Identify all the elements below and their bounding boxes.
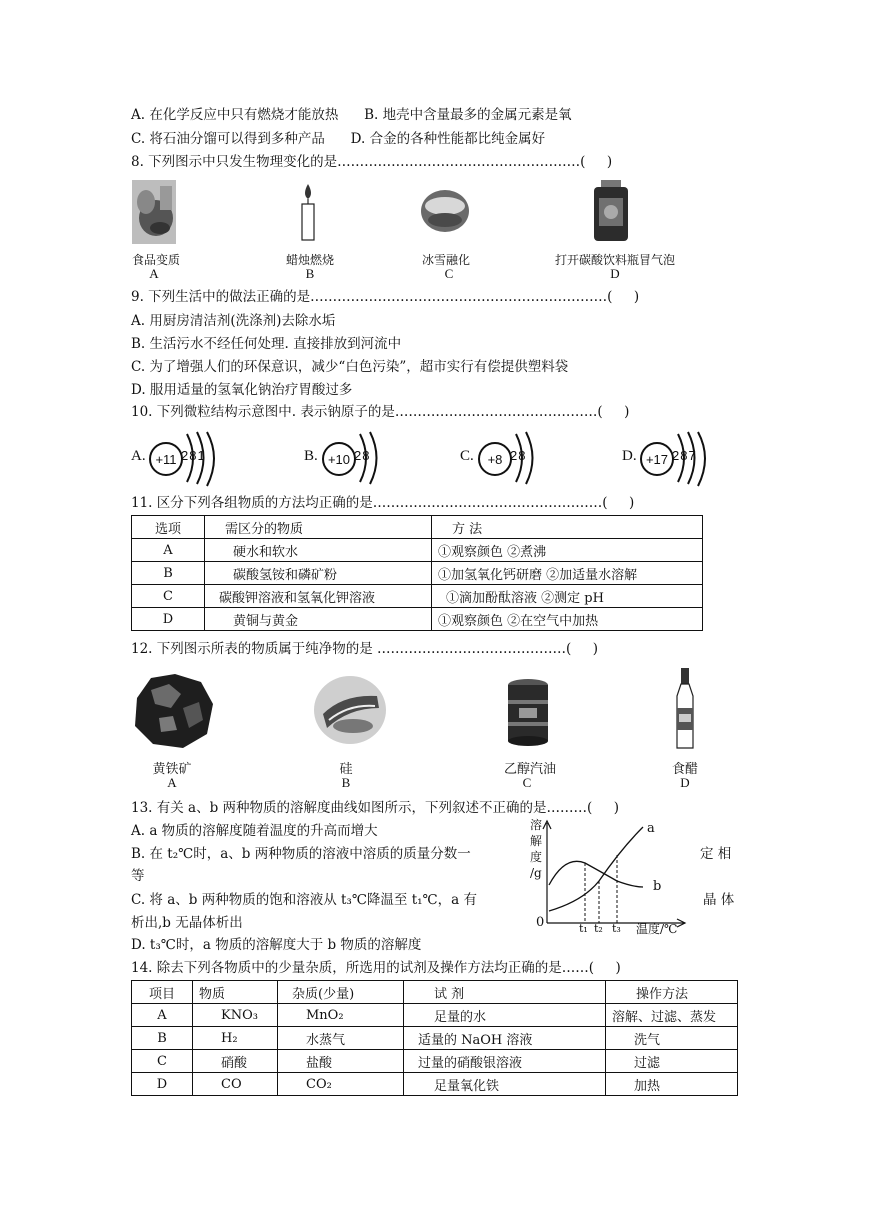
soda-can-image — [591, 180, 631, 242]
graph-tick-t3: t₃ — [612, 922, 621, 935]
table-cell: 适量的 NaOH 溶液 — [404, 1027, 606, 1050]
q11-table — [131, 515, 703, 631]
q13-option-b-right: 定 相 — [700, 846, 732, 862]
table-cell: 水蒸气 — [278, 1027, 404, 1050]
q12-letter-b: B — [341, 775, 351, 790]
q9-stem: 9. 下列生活中的做法正确的是…………………………………………………………( ) — [131, 289, 640, 305]
graph-y-label-1: 溶 — [530, 818, 543, 832]
table-cell: 加热 — [606, 1073, 738, 1096]
graph-tick-t2: t₂ — [594, 922, 603, 935]
graph-y-label-4: /g — [530, 866, 542, 880]
table-cell: A — [132, 539, 205, 562]
atom-diagram-b — [304, 430, 424, 490]
table-row — [132, 1027, 738, 1050]
table-cell: 硝酸 — [193, 1050, 278, 1073]
q13-option-c-right: 晶 体 — [703, 892, 735, 908]
table-cell: 碳酸氢铵和磷矿粉 — [205, 562, 432, 585]
table-header-cell: 物质 — [193, 981, 278, 1004]
q13-option-d: D. t₃℃时，a 物质的溶解度大于 b 物质的溶解度 — [131, 937, 422, 953]
table-cell: ①观察颜色 ②在空气中加热 — [432, 608, 703, 631]
q13-option-a: A. a 物质的溶解度随着温度的升高而增大 — [131, 823, 378, 839]
atom-shells-c: 28 — [510, 448, 527, 463]
q12-caption-a: 黄铁矿 — [152, 762, 192, 777]
table-header-row — [132, 516, 703, 539]
candle-image — [298, 182, 318, 242]
table-cell: B — [132, 1027, 193, 1050]
pyrite-image — [131, 668, 217, 752]
q8-letter-d: D — [610, 266, 620, 281]
q13-stem: 13. 有关 a、b 两种物质的溶解度曲线如图所示，下列叙述不正确的是………( ) — [131, 800, 620, 816]
table-cell: MnO₂ — [278, 1004, 404, 1027]
graph-y-label-2: 解 — [530, 834, 543, 848]
table-row — [132, 1004, 738, 1027]
table-cell: ①观察颜色 ②煮沸 — [432, 539, 703, 562]
table-cell: D — [132, 1073, 193, 1096]
q13-option-b-line1: B. 在 t₂℃时，a、b 两种物质的溶液中溶质的质量分数一 — [131, 846, 471, 862]
atom-nucleus-b: +10 — [322, 442, 356, 476]
q8-caption-a: 食品变质 — [131, 253, 180, 267]
q8-letter-a: A — [149, 266, 159, 281]
q8-stem: 8. 下列图示中只发生物理变化的是………………………………………………( ) — [131, 154, 613, 170]
q8-letter-c: C — [444, 266, 454, 281]
table-cell: KNO₃ — [193, 1004, 278, 1027]
atom-label-a: A. — [131, 448, 146, 464]
q9-option-c: C. 为了增强人们的环保意识，减少“白色污染”，超市实行有偿提供塑料袋 — [131, 359, 569, 375]
table-header-cell: 需区分的物质 — [205, 516, 432, 539]
table-cell: 过量的硝酸银溶液 — [404, 1050, 606, 1073]
table-cell: CO₂ — [278, 1073, 404, 1096]
table-row — [132, 1073, 738, 1096]
atom-label-b: B. — [304, 448, 318, 464]
table-row — [132, 562, 703, 585]
table-cell: B — [132, 562, 205, 585]
table-cell: 足量的水 — [404, 1004, 606, 1027]
table-header-cell: 方 法 — [432, 516, 703, 539]
table-cell: C — [132, 1050, 193, 1073]
table-cell: 洗气 — [606, 1027, 738, 1050]
atom-diagram-a — [131, 430, 251, 490]
vinegar-bottle-image — [674, 668, 696, 750]
q9-option-a: A. 用厨房清洁剂(洗涤剂)去除水垢 — [131, 313, 336, 329]
q13-option-b-line2: 等 — [131, 868, 145, 884]
table-cell: 过滤 — [606, 1050, 738, 1073]
table-row — [132, 539, 703, 562]
atom-nucleus-d: +17 — [640, 442, 674, 476]
table-cell: ①加氢氧化钙研磨 ②加适量水溶解 — [432, 562, 703, 585]
atom-shells-b: 28 — [354, 448, 371, 463]
table-header-row — [132, 981, 738, 1004]
q9-option-b: B. 生活污水不经任何处理. 直接排放到河流中 — [131, 336, 402, 352]
q7-options-cd: C. 将石油分馏可以得到多种产品 D. 合金的各种性能都比纯金属好 — [131, 131, 546, 147]
table-cell: D — [132, 608, 205, 631]
q13-option-c-line1: C. 将 a、b 两种物质的饱和溶液从 t₃℃降温至 t₁℃，a 有 — [131, 892, 478, 908]
q9-option-d: D. 服用适量的氢氧化钠治疗胃酸过多 — [131, 382, 353, 398]
q12-caption-d: 食醋 — [671, 762, 698, 777]
food-spoilage-image — [132, 180, 176, 244]
table-cell: H₂ — [193, 1027, 278, 1050]
table-cell: 盐酸 — [278, 1050, 404, 1073]
q12-letter-c: C — [522, 775, 532, 790]
q8-caption-d: 打开碳酸饮料瓶冒气泡 — [554, 253, 675, 267]
silicon-image — [313, 674, 387, 746]
q8-letter-b: B — [305, 266, 315, 281]
q12-caption-c: 乙醇汽油 — [503, 762, 556, 777]
table-cell: 黄铜与黄金 — [205, 608, 432, 631]
curve-b-label: b — [653, 879, 662, 894]
table-row — [132, 585, 703, 608]
ethanol-gasoline-barrel-image — [505, 678, 551, 746]
q8-caption-b: 蜡烛燃烧 — [285, 253, 334, 267]
atom-label-c: C. — [460, 448, 474, 464]
atom-nucleus-c: +8 — [478, 442, 512, 476]
q12-stem: 12. 下列图示所表的物质属于纯净物的是 ……………………………………( ) — [131, 641, 599, 657]
atom-shells-d: 287 — [672, 448, 697, 463]
q12-letter-d: D — [680, 775, 690, 790]
curve-a-label: a — [647, 821, 655, 836]
table-row — [132, 608, 703, 631]
curve-b — [549, 861, 643, 887]
q13-option-c-line2: 析出,b 无晶体析出 — [131, 915, 243, 931]
table-header-cell: 操作方法 — [606, 981, 738, 1004]
q14-stem: 14. 除去下列各物质中的少量杂质，所选用的试剂及操作方法均正确的是……( ) — [131, 960, 621, 976]
graph-tick-t1: t₁ — [579, 922, 588, 935]
table-cell: 碳酸钾溶液和氢氧化钾溶液 — [205, 585, 432, 608]
table-cell: 硬水和软水 — [205, 539, 432, 562]
q7-options-ab: A. 在化学反应中只有燃烧才能放热 B. 地壳中含量最多的金属元素是氧 — [131, 107, 572, 123]
q8-caption-c: 冰雪融化 — [421, 253, 470, 267]
q11-stem: 11. 区分下列各组物质的方法均正确的是……………………………………………( ) — [131, 495, 635, 511]
table-cell: A — [132, 1004, 193, 1027]
table-row — [132, 1050, 738, 1073]
atom-shells-a: 281 — [181, 448, 206, 463]
table-cell: 溶解、过滤、蒸发 — [606, 1004, 738, 1027]
q12-caption-b: 硅 — [339, 762, 353, 777]
table-cell: C — [132, 585, 205, 608]
table-cell: ①滴加酚酞溶液 ②测定 pH — [432, 585, 703, 608]
melting-ice-image — [420, 186, 470, 236]
table-cell: 足量氧化铁 — [404, 1073, 606, 1096]
q12-letter-a: A — [167, 775, 177, 790]
q10-stem: 10. 下列微粒结构示意图中. 表示钠原子的是………………………………………( ) — [131, 404, 630, 420]
graph-y-label-3: 度 — [530, 850, 543, 864]
graph-origin: 0 — [536, 915, 545, 930]
atom-label-d: D. — [622, 448, 637, 464]
q14-table — [131, 980, 738, 1096]
graph-x-label: 温度/℃ — [636, 922, 678, 936]
table-header-cell: 项目 — [132, 981, 193, 1004]
table-cell: CO — [193, 1073, 278, 1096]
table-header-cell: 选项 — [132, 516, 205, 539]
atom-diagram-c — [460, 430, 580, 490]
atom-diagram-d — [622, 430, 742, 490]
table-header-cell: 试 剂 — [404, 981, 606, 1004]
table-header-cell: 杂质(少量) — [278, 981, 404, 1004]
atom-nucleus-a: +11 — [149, 442, 183, 476]
